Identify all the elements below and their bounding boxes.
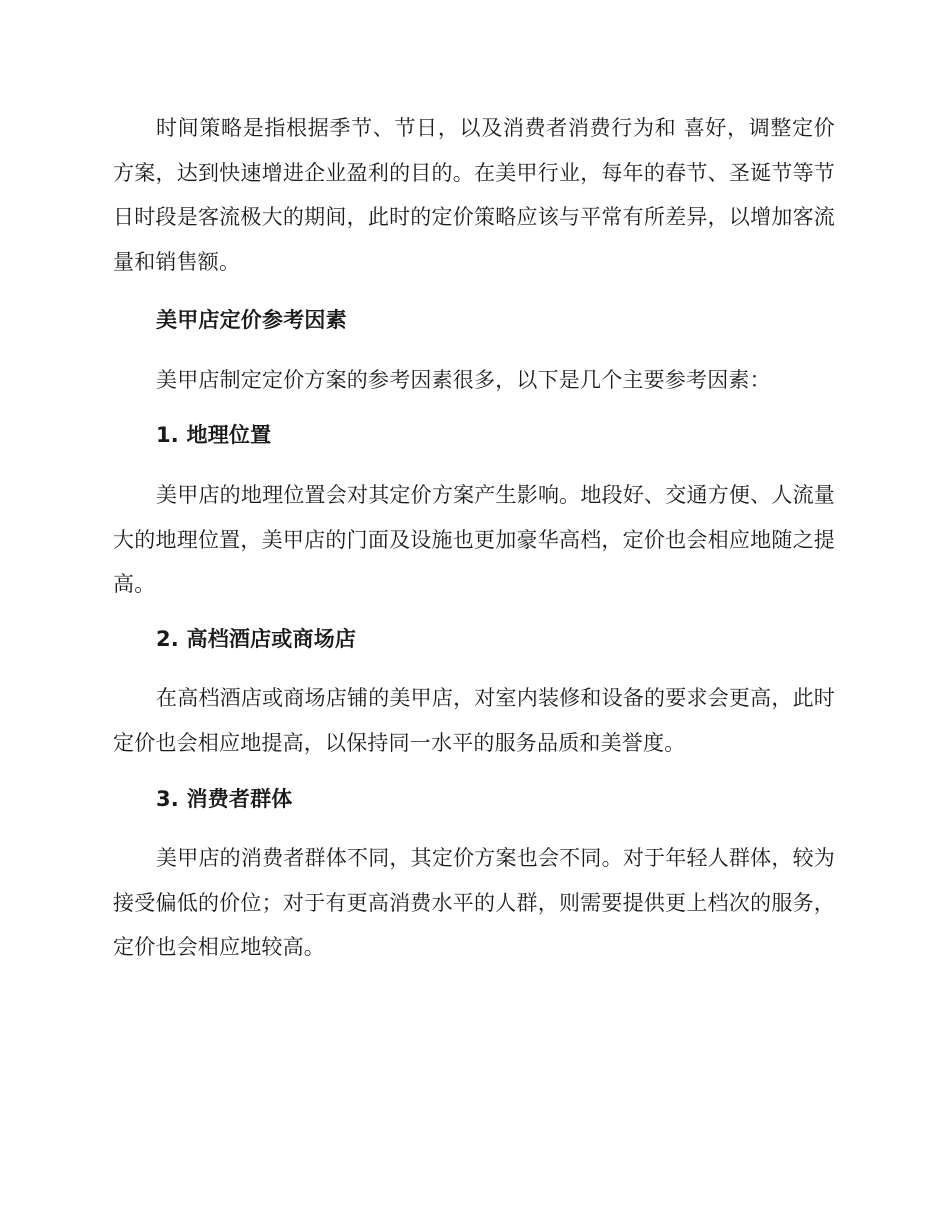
factor-heading-location: 1. 地理位置 (156, 423, 272, 447)
section-intro-paragraph: 美甲店制定定价方案的参考因素很多，以下是几个主要参考因素： (156, 368, 771, 392)
factor-body-hotel-mall: 在高档酒店或商场店铺的美甲店，对室内装修和设备的要求会更高，此时定价也会相应地提高，以保持同一水平的服务品质和美誉度。 (113, 686, 835, 755)
factor-heading-consumer-group: 3. 消费者群体 (156, 787, 293, 811)
factor-body-location: 美甲店的地理位置会对其定价方案产生影响。地段好、交通方便、人流量大的地理位置，美甲店的门面及设施也更加豪华高档，定价也会相应地随之提高。 (113, 483, 835, 596)
factor-body-consumer-group: 美甲店的消费者群体不同，其定价方案也会不同。对于年轻人群体，较为接受偏低的价位；对于有更高消费水平的人群，则需要提供更上档次的服务，定价也会相应地较高。 (113, 846, 835, 959)
section-title: 美甲店定价参考因素 (156, 308, 347, 332)
factor-heading-hotel-mall: 2. 高档酒店或商场店 (156, 627, 357, 651)
intro-paragraph: 时间策略是指根据季节、节日，以及消费者消费行为和 喜好，调整定价方案，达到快速增进企业盈利的目的。在美甲行业，每年的春节、圣诞节等节日时段是客流极大的期间，此时的定价策略应该与平常有所差异，以增加客流量和销售额。 (113, 116, 835, 274)
